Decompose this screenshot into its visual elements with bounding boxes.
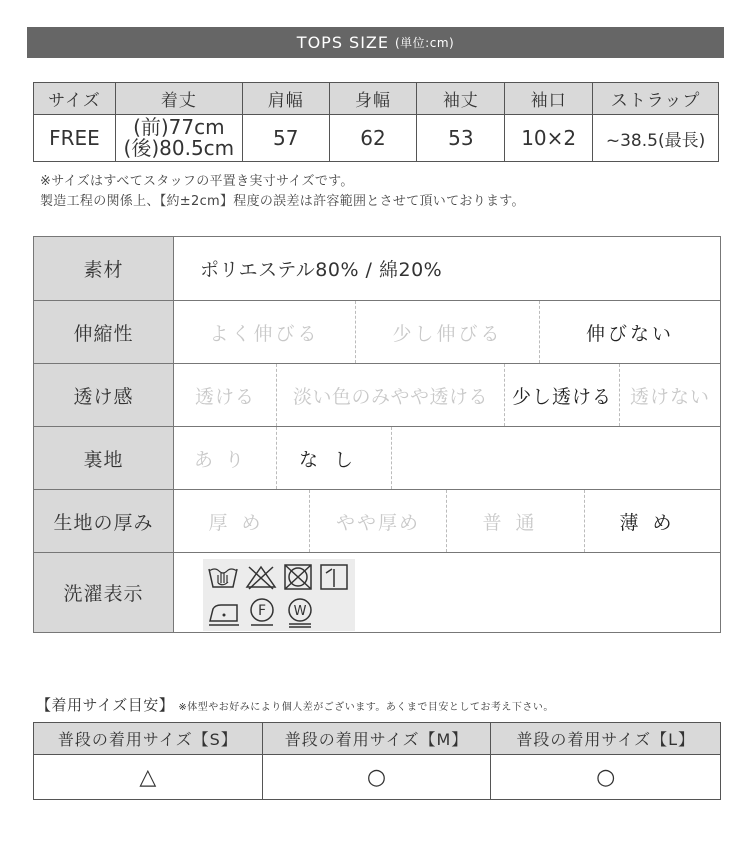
guide-title-text: 【着用サイズ目安】 xyxy=(36,696,175,714)
wet-clean-w-icon xyxy=(285,597,315,629)
cell-length xyxy=(115,115,242,162)
material-label: 素材 xyxy=(34,237,174,300)
hand-wash-icon xyxy=(207,563,239,591)
cell-shoulder: 57 xyxy=(242,115,329,162)
banner-unit: (単位:cm) xyxy=(395,36,455,50)
sheer-option-sheer: 透ける xyxy=(174,364,277,426)
banner-title: TOPS SIZE xyxy=(296,33,389,52)
lining-option-no: なし xyxy=(277,427,392,489)
guide-note: ※体型やお好みにより個人差がございます。あくまで目安としてお考え下さい。 xyxy=(178,702,554,713)
line-dry-icon xyxy=(319,563,349,591)
sheer-option-none: 透けない xyxy=(629,385,710,408)
no-tumble-dry-icon xyxy=(283,563,313,591)
note-tolerance: 製造工程の関係上、【約±2cm】程度の誤差は許容範囲とさせて頂いております。 xyxy=(40,194,525,209)
header-shoulder: 肩幅 xyxy=(242,83,329,115)
stretch-option-some: 少し伸びる xyxy=(356,301,540,363)
lining-row xyxy=(34,426,720,489)
lining-label: 裏地 xyxy=(34,427,174,489)
material-table xyxy=(33,236,721,633)
header-cuff: 袖口 xyxy=(505,83,593,115)
length-front: (前)77cm xyxy=(133,115,225,139)
guide-table xyxy=(33,722,721,800)
care-icons xyxy=(203,559,355,631)
thickness-option-slightly-thick: やや厚め xyxy=(310,490,447,552)
material-value: ポリエステル80% / 綿20% xyxy=(200,259,443,281)
thickness-option-thin: 薄め xyxy=(619,511,686,534)
thickness-option-normal: 普通 xyxy=(447,490,585,552)
sheer-row xyxy=(34,363,720,426)
note-measurement: ※サイズはすべてスタッフの平置き実寸サイズです。 xyxy=(40,174,354,189)
stretch-option-none: 伸びない xyxy=(585,322,674,345)
cell-strap: ~38.5(最長) xyxy=(593,115,719,162)
guide-title xyxy=(36,694,554,715)
guide-value-m: ○ xyxy=(262,755,491,800)
lining-option-empty xyxy=(392,427,720,489)
header-sleeve-length: 袖丈 xyxy=(417,83,505,115)
header-size: サイズ xyxy=(34,83,116,115)
size-table xyxy=(33,82,719,162)
guide-header-m: 普段の着用サイズ【M】 xyxy=(262,723,491,755)
size-table-row xyxy=(34,115,719,162)
lining-option-yes: あり xyxy=(174,427,277,489)
header-length: 着丈 xyxy=(115,83,242,115)
low-iron-icon xyxy=(207,599,241,627)
size-table-header xyxy=(34,83,719,115)
cell-size: FREE xyxy=(34,115,116,162)
sheer-label: 透け感 xyxy=(34,364,174,426)
guide-value-s: △ xyxy=(34,755,263,800)
header-body-width: 身幅 xyxy=(329,83,417,115)
wet-clean-letter: W xyxy=(293,604,307,619)
dry-clean-letter: F xyxy=(257,603,267,619)
care-row xyxy=(34,552,720,632)
dry-clean-f-icon xyxy=(247,597,277,627)
material-row xyxy=(34,237,720,300)
no-bleach-icon xyxy=(245,563,277,591)
guide-value-l: ○ xyxy=(491,755,721,800)
cell-cuff: 10×2 xyxy=(505,115,593,162)
sheer-option-light-colors: 淡い色のみやや透ける xyxy=(277,364,505,426)
cell-body-width: 62 xyxy=(329,115,417,162)
cell-sleeve-length: 53 xyxy=(417,115,505,162)
length-back: (後)80.5cm xyxy=(123,136,235,160)
guide-header xyxy=(34,723,721,755)
stretch-row xyxy=(34,300,720,363)
guide-values xyxy=(34,755,721,800)
care-label: 洗濯表示 xyxy=(34,553,174,632)
stretch-label: 伸縮性 xyxy=(34,301,174,363)
thickness-label: 生地の厚み xyxy=(34,490,174,552)
header-strap: ストラップ xyxy=(593,83,719,115)
guide-header-s: 普段の着用サイズ【S】 xyxy=(34,723,263,755)
thickness-row xyxy=(34,489,720,552)
guide-header-l: 普段の着用サイズ【L】 xyxy=(491,723,721,755)
sheer-option-slight: 少し透ける xyxy=(505,364,620,426)
stretch-option-high: よく伸びる xyxy=(174,301,356,363)
thickness-option-thick: 厚め xyxy=(174,490,310,552)
size-banner xyxy=(27,27,724,58)
